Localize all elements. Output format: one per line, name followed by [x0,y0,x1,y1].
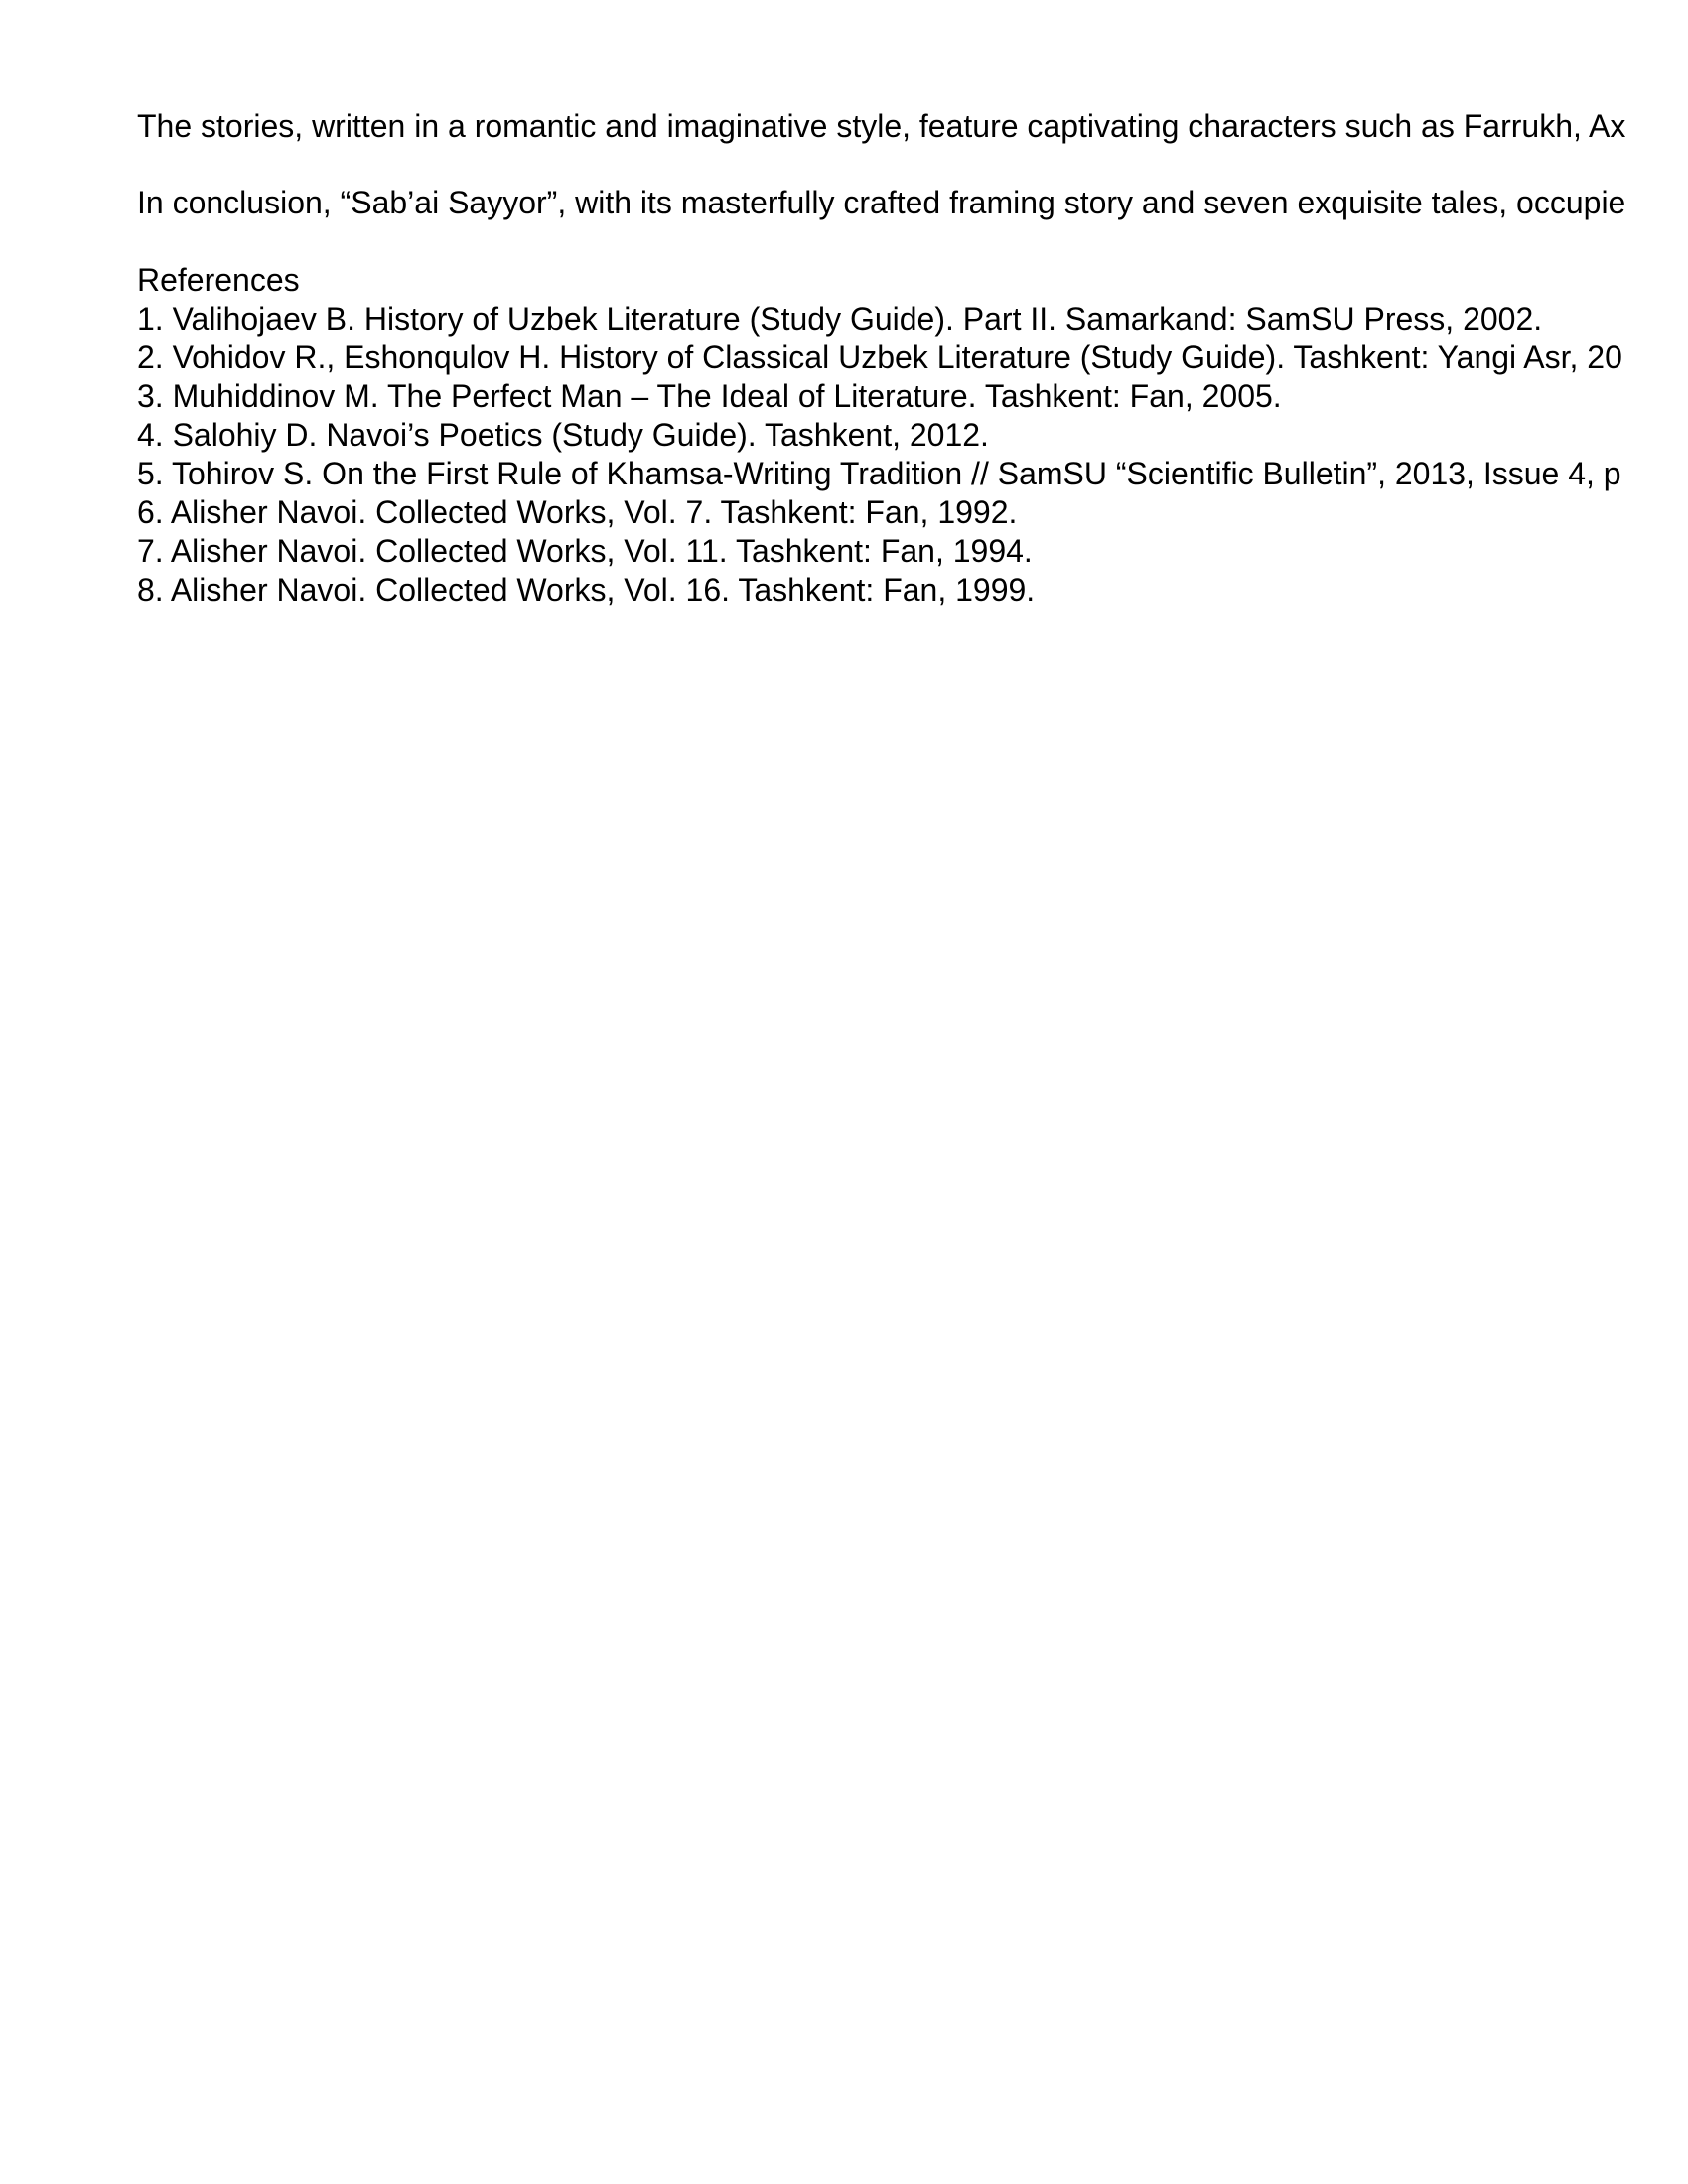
reference-item: 4. Salohiy D. Navoi’s Poetics (Study Guide). Tashkent, 2012. [137,417,989,453]
reference-item: 8. Alisher Navoi. Collected Works, Vol. 16. Tashkent: Fan, 1999. [137,572,1036,608]
reference-item: 3. Muhiddinov M. The Perfect Man – The Ideal of Literature. Tashkent: Fan, 2005. [137,378,1282,414]
reference-item: 7. Alisher Navoi. Collected Works, Vol. 11. Tashkent: Fan, 1994. [137,533,1033,569]
reference-item: 5. Tohirov S. On the First Rule of Khamsa-Writing Tradition // SamSU “Scientific Bulletin”, 2013, Issue 4, p [137,456,1621,491]
references-list [137,300,1622,610]
reference-item: 1. Valihojaev B. History of Uzbek Literature (Study Guide). Part II. Samarkand: SamSU Press, 2002. [137,301,1543,337]
paragraph-stories: The stories, written in a romantic and imaginative style, feature captivating characters such as Farrukh, Ax [137,108,1626,144]
references-heading: References [137,262,300,298]
paragraph-conclusion: In conclusion, “Sab’ai Sayyor”, with its masterfully crafted framing story and seven exquisite tales, occupie [137,185,1626,220]
reference-item: 6. Alisher Navoi. Collected Works, Vol. 7. Tashkent: Fan, 1992. [137,494,1018,530]
reference-item: 2. Vohidov R., Eshonqulov H. History of Classical Uzbek Literature (Study Guide). Tashkent: Yangi Asr, 20 [137,340,1622,375]
